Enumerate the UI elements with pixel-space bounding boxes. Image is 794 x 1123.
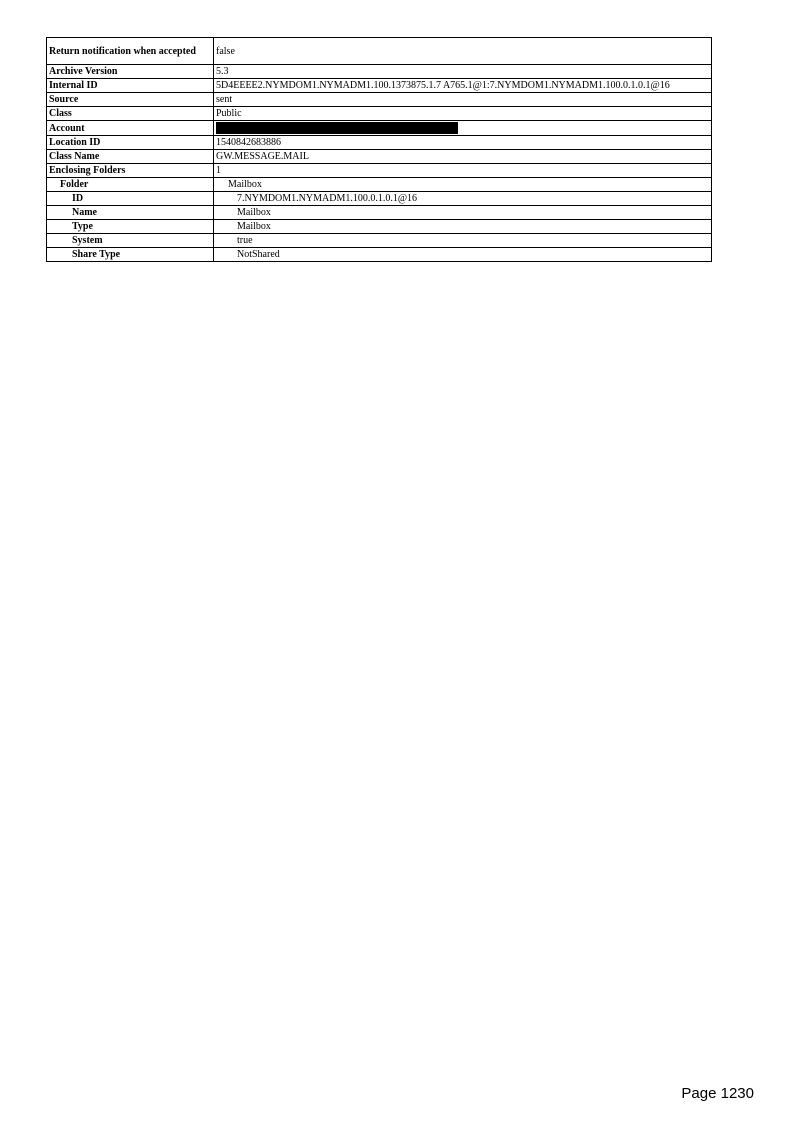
row-label: Archive Version [47,65,214,79]
table-row [47,248,712,262]
row-label: Enclosing Folders [47,164,214,178]
table-row [47,192,712,206]
row-value: GW.MESSAGE.MAIL [214,150,712,164]
row-value: 1540842683886 [214,136,712,150]
row-label: Name [47,206,214,220]
row-label: Share Type [47,248,214,262]
table-row [47,136,712,150]
row-value: 5D4EEEE2.NYMDOM1.NYMADM1.100.1373875.1.7 A765.1@1:7.NYMDOM1.NYMADM1.100.0.1.0.1@16 [214,79,712,93]
table-row [47,164,712,178]
row-value: NotShared [214,248,712,262]
row-value: true [214,234,712,248]
row-value: Mailbox [214,178,712,192]
row-label: Account [47,121,214,136]
row-label: Class [47,107,214,121]
table-row [47,93,712,107]
table-row [47,178,712,192]
row-value: false [214,38,712,65]
row-value: 1 [214,164,712,178]
row-value [214,121,712,136]
row-label: Return notification when accepted [47,38,214,65]
row-value: sent [214,93,712,107]
table-row [47,150,712,164]
table-row [47,65,712,79]
row-value: Mailbox [214,220,712,234]
row-value: 7.NYMDOM1.NYMADM1.100.0.1.0.1@16 [214,192,712,206]
table-row [47,79,712,93]
table-row [47,234,712,248]
table-row [47,206,712,220]
row-value: Public [214,107,712,121]
table-row [47,121,712,136]
table-row [47,38,712,65]
properties-table [46,37,712,262]
row-label: Class Name [47,150,214,164]
redaction-box [216,122,458,134]
row-value: Mailbox [214,206,712,220]
row-label: Type [47,220,214,234]
table-row [47,107,712,121]
row-label: Location ID [47,136,214,150]
row-label: Source [47,93,214,107]
row-label: Internal ID [47,79,214,93]
row-label: ID [47,192,214,206]
row-label: System [47,234,214,248]
table-row [47,220,712,234]
page-number: Page 1230 [681,1085,754,1102]
row-value: 5.3 [214,65,712,79]
row-label: Folder [47,178,214,192]
